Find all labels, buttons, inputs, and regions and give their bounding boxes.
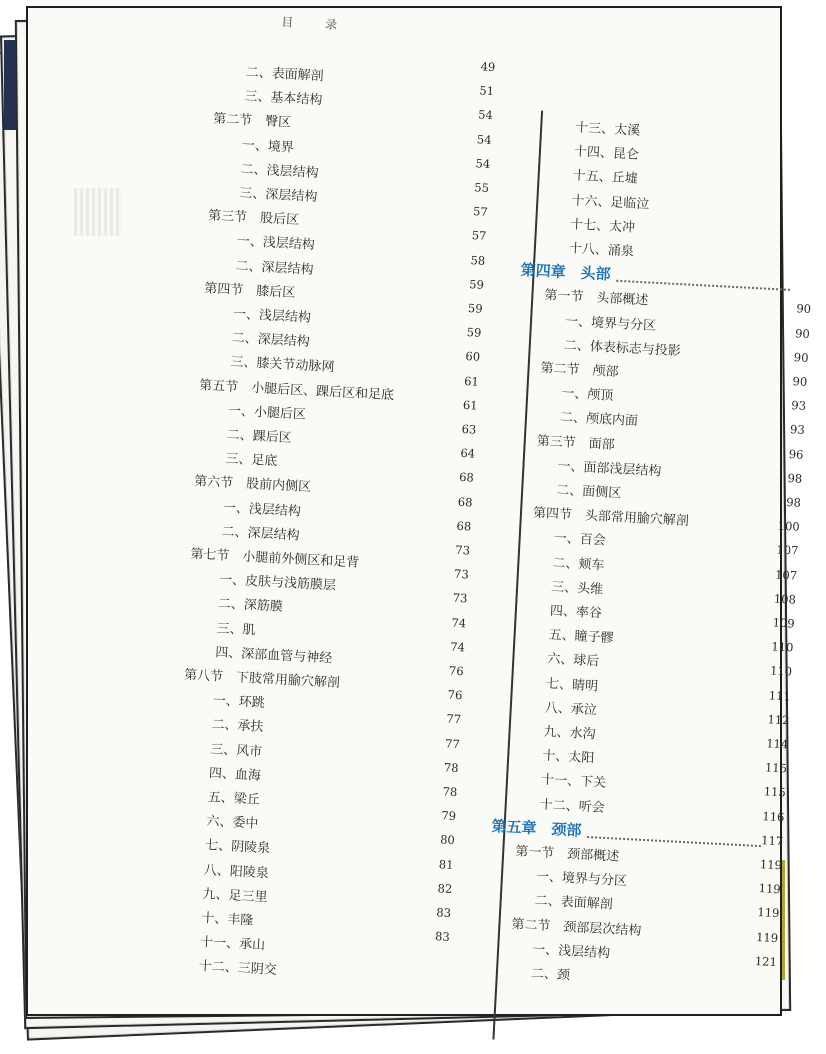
toc-page-number: 110	[771, 639, 794, 655]
toc-page-number: 93	[791, 398, 807, 414]
toc-item: 七、睛明	[545, 676, 599, 694]
toc-page-number: 115	[763, 784, 787, 800]
toc-section: 第七节 小腿前外侧区和足背	[189, 546, 360, 571]
toc-item: 一、浅层结构	[232, 306, 312, 326]
toc-item: 二、颈	[530, 966, 571, 984]
toc-section: 第二节 颅部	[540, 360, 619, 381]
toc-page-number: 107	[776, 542, 799, 559]
toc-item: 八、承泣	[544, 700, 598, 719]
toc-item: 六、球后	[546, 652, 600, 670]
toc-page-number: 76	[448, 663, 465, 679]
toc-page-number: 78	[442, 784, 458, 800]
toc-item: 一、皮肤与浅筋膜层	[218, 572, 337, 594]
toc-section: 第八节 下肢常用腧穴解剖	[183, 667, 341, 691]
toc-item: 二、深层结构	[231, 330, 311, 350]
toc-page-number: 79	[441, 808, 457, 824]
toc-section: 第三节 股后区	[207, 208, 300, 229]
toc-page-number: 61	[462, 397, 478, 413]
toc-section: 第四节 膝后区	[203, 281, 296, 301]
toc-page-number: 76	[447, 687, 463, 703]
toc-item: 十一、下关	[540, 772, 607, 792]
toc-item: 二、表面解剖	[534, 893, 614, 913]
toc-page-number: 82	[437, 881, 453, 896]
toc-page-number: 58	[470, 252, 486, 268]
toc-page-number: 54	[476, 131, 492, 147]
toc-page-number: 100	[777, 518, 801, 534]
toc-page-number: 111	[768, 687, 792, 704]
toc-item: 六、委中	[206, 814, 259, 832]
toc-item: 十一、承山	[199, 935, 266, 954]
toc-item: 九、足三里	[202, 886, 268, 906]
toc-item: 十三、太溪	[574, 120, 641, 139]
toc-page-number: 90	[794, 325, 811, 341]
toc-page-number: 116	[762, 808, 785, 824]
toc-page-number: 73	[453, 566, 470, 582]
toc-item: 二、深筋膜	[217, 596, 284, 616]
toc-item: 二、颊车	[552, 555, 605, 574]
toc-page-number: 112	[767, 712, 790, 728]
toc-page	[26, 6, 812, 1016]
toc-page-number: 78	[443, 760, 459, 775]
toc-item: 一、面部浅层结构	[557, 458, 662, 480]
toc-item: 三、膝关节动脉网	[230, 355, 335, 376]
toc-item: 二、浅层结构	[240, 161, 319, 181]
toc-item: 三、肌	[216, 620, 256, 638]
toc-page-number: 81	[438, 856, 454, 872]
toc-page-number: 74	[451, 615, 467, 630]
toc-page-number: 61	[463, 373, 480, 389]
toc-page-number: 109	[772, 615, 795, 631]
toc-page-number: 119	[755, 929, 779, 945]
toc-page-number: 59	[466, 325, 482, 340]
toc-page-number: 119	[759, 857, 783, 873]
toc-section: 第六节 股前内侧区	[193, 474, 312, 496]
toc-page-number: 90	[796, 301, 812, 317]
toc-page-number: 73	[452, 591, 468, 606]
toc-page-number: 110	[769, 663, 793, 679]
toc-page-number: 54	[475, 156, 491, 171]
toc-page-number: 90	[792, 374, 808, 389]
toc-item: 十六、足临泣	[571, 192, 650, 212]
toc-page-number: 121	[754, 953, 778, 969]
toc-page-number: 119	[758, 881, 782, 897]
toc-item: 一、境界	[241, 137, 295, 156]
toc-page-number: 49	[480, 59, 496, 75]
toc-item: 一、小腿后区	[227, 403, 307, 423]
toc-page-number: 68	[456, 518, 472, 534]
toc-item: 十二、三阴交	[198, 959, 278, 979]
toc-item: 五、梁丘	[207, 790, 261, 808]
toc-item: 二、颅底内面	[559, 410, 639, 430]
toc-item: 七、阴陵泉	[204, 838, 271, 857]
toc-page-number: 114	[765, 736, 789, 752]
toc-item: 十、丰隆	[200, 910, 254, 929]
toc-item: 十八、涌泉	[568, 241, 635, 260]
toc-page-number: 98	[785, 494, 802, 510]
toc-page-number: 55	[473, 180, 490, 195]
toc-item: 二、承扶	[211, 717, 264, 736]
toc-item: 十二、听会	[539, 797, 606, 816]
toc-page-number: 63	[461, 421, 477, 437]
toc-chapter: 第五章 颈部	[491, 816, 582, 840]
toc-item: 一、境界与分区	[535, 869, 628, 890]
toc-item: 四、深部血管与神经	[214, 645, 333, 667]
toc-item: 四、血海	[208, 765, 262, 784]
toc-item: 十四、昆仑	[573, 144, 640, 163]
toc-item: 一、颅顶	[560, 386, 614, 404]
toc-page-number: 83	[434, 929, 451, 945]
toc-item: 三、风市	[209, 741, 263, 760]
toc-chapter: 第四章 头部	[520, 260, 612, 284]
toc-item: 九、水沟	[543, 724, 596, 743]
toc-page-number: 68	[457, 494, 473, 510]
toc-page-number: 73	[454, 542, 471, 558]
toc-item: 二、踝后区	[226, 427, 292, 446]
toc-section: 第二节 臀区	[212, 111, 292, 131]
toc-page-number: 77	[444, 736, 461, 751]
toc-page-number: 64	[460, 446, 476, 461]
toc-section: 第五节 小腿后区、踝后区和足底	[198, 377, 395, 403]
toc-page-number: 51	[479, 83, 495, 99]
toc-section: 第三节 面部	[536, 433, 616, 453]
toc-item: 十、太阳	[541, 748, 595, 767]
toc-page-number: 119	[757, 905, 780, 921]
toc-item: 二、面侧区	[555, 482, 622, 502]
toc-page-number: 98	[787, 470, 803, 486]
toc-item: 四、率谷	[549, 603, 603, 622]
toc-section: 第二节 颈部层次结构	[511, 916, 642, 939]
toc-page-number: 59	[467, 301, 484, 316]
toc-page-number: 115	[764, 760, 788, 776]
toc-page-number: 96	[788, 446, 804, 462]
toc-item: 二、深层结构	[221, 524, 300, 544]
toc-item: 一、百会	[553, 531, 607, 549]
toc-item: 一、境界与分区	[564, 313, 657, 334]
toc-item: 五、瞳子髎	[548, 627, 614, 647]
toc-item: 三、头维	[550, 579, 604, 598]
toc-page-number: 57	[471, 228, 487, 244]
toc-page-number: 77	[446, 711, 462, 727]
toc-item: 三、基本结构	[244, 89, 323, 109]
toc-page-number: 74	[449, 639, 466, 655]
toc-page-number: 108	[773, 591, 797, 607]
toc-item: 一、浅层结构	[531, 942, 611, 962]
toc-page-number: 59	[468, 276, 485, 292]
toc-section: 第四节 头部常用腧穴解剖	[532, 505, 690, 530]
toc-page-number: 83	[435, 905, 452, 920]
toc-item: 三、足底	[225, 451, 278, 470]
toc-page-number: 80	[439, 832, 456, 848]
toc-section: 第一节 颈部概述	[514, 844, 620, 865]
toc-page-number: 93	[789, 422, 806, 438]
toc-section: 第一节 头部概述	[544, 288, 649, 309]
toc-item: 十五、丘墟	[572, 168, 639, 188]
toc-header: 目 录	[281, 14, 352, 33]
toc-item: 一、环跳	[212, 693, 266, 712]
toc-item: 二、体表标志与投影	[563, 337, 682, 360]
toc-item: 三、深层结构	[238, 185, 318, 206]
toc-page-number: 68	[458, 470, 475, 485]
toc-page-number: 90	[793, 349, 809, 365]
toc-page-number: 57	[472, 204, 489, 220]
book-edge-strip	[4, 40, 16, 130]
toc-item: 一、浅层结构	[222, 500, 302, 520]
toc-item: 八、阳陵泉	[203, 862, 270, 881]
table-of-contents	[2, 0, 812, 1037]
toc-page-number: 107	[774, 567, 798, 583]
toc-item: 一、浅层结构	[236, 234, 316, 254]
toc-page-number: 54	[477, 107, 494, 123]
toc-page-number: 117	[760, 832, 784, 849]
toc-item: 二、深层结构	[235, 258, 314, 278]
toc-item: 二、表面解剖	[245, 65, 324, 85]
toc-page-number: 60	[465, 349, 481, 365]
toc-item: 十七、太冲	[569, 217, 636, 236]
